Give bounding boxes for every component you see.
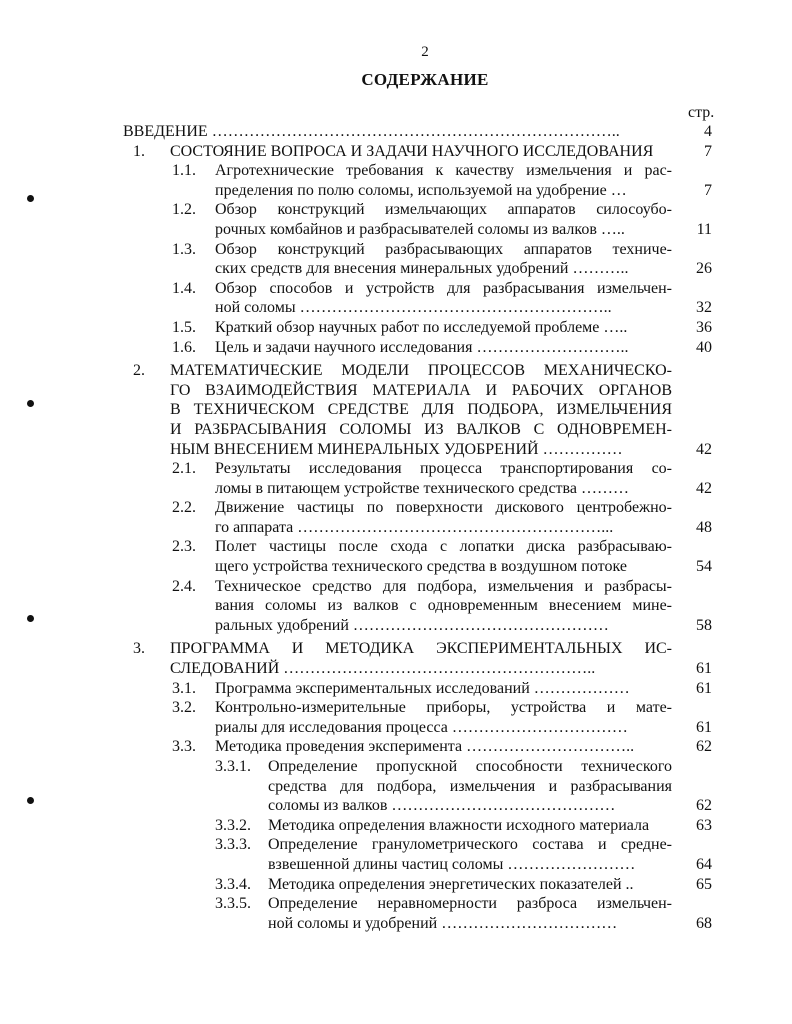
toc-entry-title-line: го аппарата …………………………………………………... xyxy=(215,518,614,536)
toc-entry-title-line: И РАЗБРАСЫВАНИЯ СОЛОМЫ ИЗ ВАЛКОВ С ОДНОВРЕМЕН- xyxy=(170,420,672,438)
toc-entry[interactable] xyxy=(0,240,792,279)
toc-entry-page: 11 xyxy=(696,220,712,238)
toc-entry[interactable] xyxy=(0,577,792,636)
toc-entry-title-line: Движение частицы по поверхности дискового центробежно- xyxy=(215,499,672,517)
toc-entry-page: 4 xyxy=(704,123,712,140)
page-title: СОДЕРЖАНИЕ xyxy=(361,70,489,89)
toc-entry-title-line: вания соломы из валков с одновременным внесением мине- xyxy=(215,597,672,615)
toc-entry-title-line: Полет частицы после схода с лопатки диска разбрасываю- xyxy=(215,538,672,556)
toc-entry[interactable] xyxy=(0,318,792,338)
toc-entry[interactable] xyxy=(0,338,792,358)
toc-entry-title-line: МАТЕМАТИЧЕСКИЕ МОДЕЛИ ПРОЦЕССОВ МЕХАНИЧЕСКО- xyxy=(170,362,672,380)
toc-entry-title-line: соломы из валков …………………………………… xyxy=(268,797,616,815)
toc-entry-title-line: Техническое средство для подбора, измельчения и разбрасы- xyxy=(215,577,672,595)
page-number: 2 xyxy=(421,44,429,60)
toc-entry-title-line: СЛЕДОВАНИЙ ………………………………………………….. xyxy=(170,660,596,678)
toc-entry[interactable] xyxy=(0,816,792,836)
toc-entry[interactable] xyxy=(0,279,792,318)
toc-entry-page: 42 xyxy=(696,479,712,497)
toc-entry-title-line: Методика определения влажности исходного материала xyxy=(268,816,650,834)
toc-entry-number: 3.3.5. xyxy=(215,895,251,913)
toc-entry-number: 2.2. xyxy=(172,499,196,517)
toc-entry-number: 3. xyxy=(133,640,145,658)
toc-entry-title-line: Обзор конструкций измельчающих аппаратов силосоубо- xyxy=(215,201,672,219)
toc-entry[interactable] xyxy=(0,200,792,239)
toc-entry-title-line: Методика определения энергетических показателей .. xyxy=(268,875,634,893)
toc-entry-page: 61 xyxy=(696,679,712,697)
toc-entry[interactable] xyxy=(0,161,792,200)
toc-entry-page: 63 xyxy=(696,816,712,834)
toc-entry-page: 62 xyxy=(696,738,712,756)
toc-entry-number: 2. xyxy=(133,362,145,380)
toc-entry[interactable] xyxy=(0,737,792,757)
toc-entry-title-line: Определение пропускной способности технического xyxy=(268,758,672,775)
toc-entry-title-line: ной соломы ………………………………………………….. xyxy=(215,299,612,317)
table-of-contents xyxy=(0,122,792,933)
toc-entry-number: 2.3. xyxy=(172,538,196,556)
toc-entry-number: 1.2. xyxy=(172,201,196,219)
toc-entry-page: 61 xyxy=(696,718,712,736)
toc-entry-title-line: Программа экспериментальных исследований ……………… xyxy=(215,679,630,697)
toc-entry-title-line: ВВЕДЕНИЕ ………………………………………………………………….. xyxy=(123,123,620,140)
toc-entry-page: 64 xyxy=(696,855,712,873)
toc-entry[interactable] xyxy=(0,537,792,576)
toc-entry-title-line: Обзор способов и устройств для разбрасывания измельчен- xyxy=(215,279,672,297)
toc-entry[interactable] xyxy=(0,698,792,737)
toc-entry-title-line: Краткий обзор научных работ по исследуемой проблеме ….. xyxy=(215,318,628,336)
toc-entry-title-line: ломы в питающем устройстве технического средства ……… xyxy=(215,479,629,497)
toc-entry-number: 3.3.1. xyxy=(215,758,251,775)
toc-entry[interactable] xyxy=(0,459,792,498)
toc-entry-title-line: Методика проведения эксперимента ………………………….. xyxy=(215,738,635,756)
page-column-label: стр. xyxy=(688,104,715,121)
toc-entry-title-line: НЫМ ВНЕСЕНИЕМ МИНЕРАЛЬНЫХ УДОБРЕНИЙ …………… xyxy=(170,440,623,458)
toc-entry-page: 62 xyxy=(696,797,712,815)
toc-entry-number: 3.2. xyxy=(172,699,196,717)
toc-entry-title-line: щего устройства технического средства в воздушном потоке xyxy=(215,558,627,576)
toc-entry-page: 58 xyxy=(696,616,712,634)
toc-entry-page: 65 xyxy=(696,875,712,893)
toc-entry[interactable] xyxy=(0,639,792,678)
toc-entry-number: 2.4. xyxy=(172,577,196,595)
toc-entry-page: 36 xyxy=(696,318,712,336)
toc-entry-title-line: пределения по полю соломы, используемой на удобрение … xyxy=(215,181,627,199)
toc-entry-title-line: ной соломы и удобрений …………………………… xyxy=(268,914,618,932)
toc-entry-title-line: Определение гранулометрического состава и средне- xyxy=(268,836,672,854)
toc-entry-number: 3.3. xyxy=(172,738,196,756)
toc-entry-title-line: СОСТОЯНИЕ ВОПРОСА И ЗАДАЧИ НАУЧНОГО ИССЛЕДОВАНИЯ xyxy=(170,142,654,160)
toc-entry-number: 1.4. xyxy=(172,279,196,297)
toc-entry-page: 61 xyxy=(696,660,712,678)
toc-entry-page: 32 xyxy=(696,299,712,317)
toc-entry-number: 2.1. xyxy=(172,460,196,478)
toc-entry[interactable] xyxy=(0,875,792,895)
toc-entry-title-line: Определение неравномерности разброса измельчен- xyxy=(268,895,672,913)
toc-entry-title-line: В ТЕХНИЧЕСКОМ СРЕДСТВЕ ДЛЯ ПОДБОРА, ИЗМЕЛЬЧЕНИЯ xyxy=(170,401,672,419)
toc-entry[interactable] xyxy=(0,679,792,699)
toc-entry-number: 1.1. xyxy=(172,162,196,180)
toc-entry[interactable] xyxy=(0,498,792,537)
toc-entry-number: 1.3. xyxy=(172,240,196,258)
toc-entry-number: 3.3.2. xyxy=(215,816,251,834)
toc-entry-number: 1. xyxy=(133,142,145,160)
toc-entry-title-line: Результаты исследования процесса транспортирования со- xyxy=(215,460,672,478)
toc-entry-page: 42 xyxy=(696,440,712,458)
toc-entry[interactable] xyxy=(0,142,792,162)
toc-entry-title-line: Обзор конструкций разбрасывающих аппаратов техниче- xyxy=(215,240,672,258)
toc-entry[interactable] xyxy=(0,361,792,459)
toc-entry-title-line: Агротехнические требования к качеству измельчения и рас- xyxy=(215,162,672,180)
toc-entry-title-line: ральных удобрений ………………………………………… xyxy=(215,616,609,634)
toc-entry-title-line: Цель и задачи научного исследования ……………………….. xyxy=(215,338,629,356)
toc-entry-title-line: Контрольно-измерительные приборы, устройства и мате- xyxy=(215,699,672,717)
toc-entry-number: 3.3.4. xyxy=(215,875,251,893)
toc-entry-page: 54 xyxy=(696,558,712,576)
toc-entry[interactable] xyxy=(0,122,792,142)
toc-entry-page: 7 xyxy=(704,181,712,199)
toc-entry-title-line: ПРОГРАММА И МЕТОДИКА ЭКСПЕРИМЕНТАЛЬНЫХ ИС- xyxy=(170,640,672,658)
toc-entry-page: 40 xyxy=(696,338,712,356)
toc-entry-number: 1.6. xyxy=(172,338,196,356)
toc-entry[interactable] xyxy=(0,835,792,874)
toc-entry-title-line: риалы для исследования процесса …………………………… xyxy=(215,718,628,736)
toc-entry[interactable] xyxy=(0,894,792,933)
toc-entry-page: 68 xyxy=(696,914,712,932)
toc-entry-number: 1.5. xyxy=(172,318,196,336)
toc-entry-number: 3.1. xyxy=(172,679,196,697)
toc-entry-number: 3.3.3. xyxy=(215,836,251,854)
toc-entry-title-line: ГО ВЗАИМОДЕЙСТВИЯ МАТЕРИАЛА И РАБОЧИХ ОРГАНОВ xyxy=(170,381,672,399)
toc-entry-title-line: взвешенной длины частиц соломы …………………… xyxy=(268,855,636,873)
toc-entry-page: 7 xyxy=(704,142,712,160)
toc-entry-page: 48 xyxy=(696,518,712,536)
toc-entry[interactable] xyxy=(0,757,792,816)
toc-entry-title-line: ских средств для внесения минеральных удобрений ……….. xyxy=(215,260,629,278)
toc-entry-title-line: средства для подбора, измельчения и разбрасывания xyxy=(268,777,672,795)
toc-entry-title-line: рочных комбайнов и разбрасывателей соломы из валков ….. xyxy=(215,220,625,238)
toc-entry-page: 26 xyxy=(696,260,712,278)
